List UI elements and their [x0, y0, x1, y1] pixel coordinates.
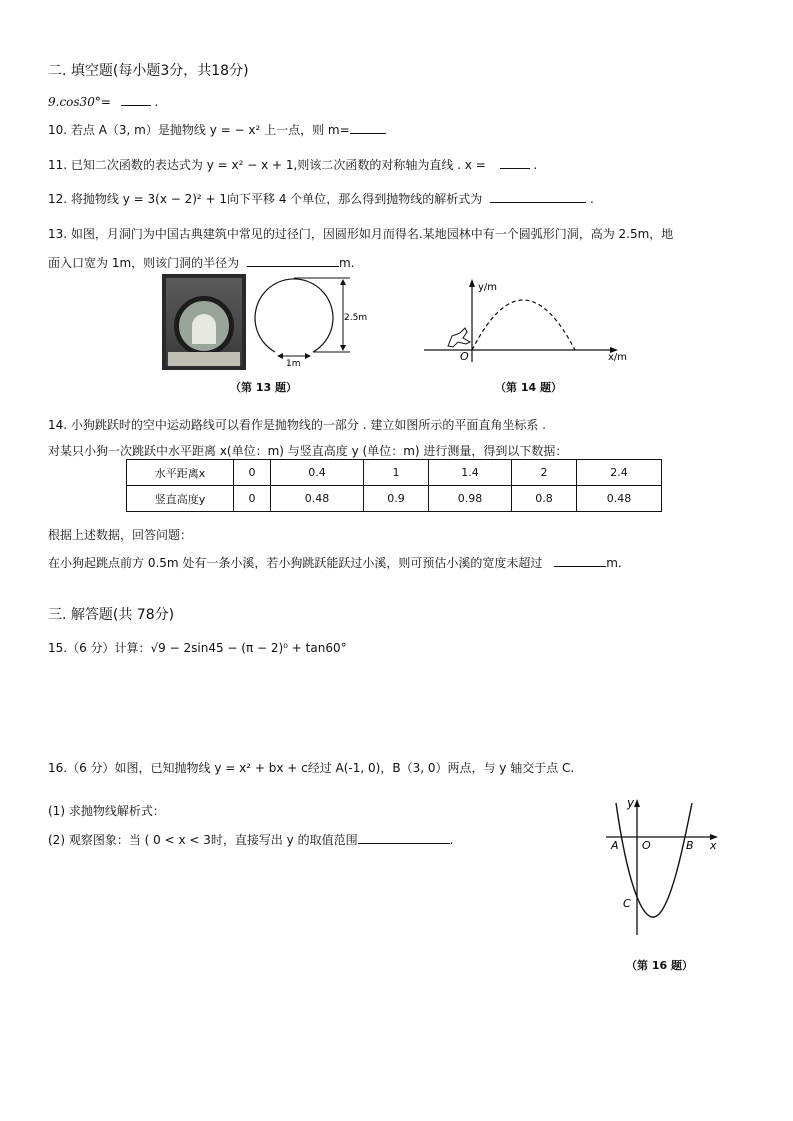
answer-blank [554, 554, 606, 567]
question-13-line2 [48, 254, 354, 271]
answer-blank [247, 254, 339, 267]
table-cell: 0.98 [429, 486, 512, 512]
moon-gate-photo [162, 274, 246, 370]
table-row [127, 460, 662, 486]
question-9-tail: . [154, 95, 159, 109]
question-11-text: 11. 已知二次函数的表达式为 y = x² − x + 1,则该二次函数的对称轴为直线 . x = [48, 158, 486, 172]
table-cell: 0.48 [271, 486, 364, 512]
question-13-text: 面入口宽为 1m，则该门洞的半径为 [48, 256, 240, 270]
section-title-fill-in: 二. 填空题(每小题3分，共18分) [48, 63, 249, 79]
table-cell: 0.8 [512, 486, 577, 512]
question-11-tail: . [533, 158, 538, 172]
question-14-text: 在小狗起跳点前方 0.5m 处有一条小溪，若小狗跳跃能跃过小溪，则可预估小溪的宽度未超过 [48, 556, 543, 570]
section-title-answer: 三. 解答题(共 78分) [48, 607, 175, 623]
question-15: 15.（6 分）计算：√9 − 2sin45 − (π − 2)⁰ + tan60° [48, 641, 347, 655]
question-14-tail: m. [606, 556, 622, 570]
table-row [127, 486, 662, 512]
point-c-label: C [623, 897, 631, 910]
data-table [126, 459, 662, 512]
row-header: 水平距离x [127, 460, 234, 486]
y-axis-label: y [627, 796, 635, 810]
answer-blank [500, 156, 530, 169]
y-axis-arrow-icon [634, 799, 640, 807]
figure-13-caption: （第 13 题） [230, 381, 297, 394]
origin-label: O [642, 839, 651, 852]
table-cell: 2 [512, 460, 577, 486]
question-14-line3: 根据上述数据，回答问题： [48, 528, 193, 542]
question-13-line1: 13. 如图，月洞门为中国古典建筑中常见的过径门，因圆形如月而得名.某地园林中有一个圆弧形门洞，高为 2.5m，地 [48, 227, 674, 241]
question-10-text: 10. 若点 A（3, m）是抛物线 y = − x² 上一点，则 m= [48, 123, 350, 137]
dog-icon [448, 328, 470, 347]
table-cell: 0.4 [271, 460, 364, 486]
origin-label: O [460, 350, 469, 363]
question-10 [48, 121, 386, 138]
question-11 [48, 156, 537, 173]
arrow-up-icon [340, 279, 346, 285]
table-cell: 0.48 [577, 486, 662, 512]
question-12-tail: . [589, 192, 594, 206]
question-16-text: (2) 观察图象：当 ( 0 < x < 3时，直接写出 y 的取值范围 [48, 833, 358, 847]
question-9 [48, 93, 158, 109]
jump-trajectory [472, 300, 575, 350]
y-axis-arrow-icon [469, 279, 475, 287]
figure-16-diagram [600, 795, 730, 937]
table-cell: 1.4 [429, 460, 512, 486]
x-axis-label: x [710, 839, 717, 852]
answer-blank [358, 831, 450, 844]
question-14-line2: 对某只小狗一次跳跃中水平距离 x(单位：m) 与竖直高度 y (单位：m) 进行测量，得到以下数据： [48, 444, 568, 458]
arrow-left-icon [277, 353, 283, 359]
answer-blank [350, 121, 386, 134]
question-14-line4 [48, 554, 622, 571]
table-cell: 0 [234, 460, 271, 486]
table-cell: 0.9 [364, 486, 429, 512]
table-cell: 1 [364, 460, 429, 486]
question-14-line1: 14. 小狗跳跃时的空中运动路线可以看作是抛物线的一部分 . 建立如图所示的平面直角坐标系 . [48, 418, 546, 432]
gate-arc [255, 279, 333, 352]
question-9-text: 9.cos30°= [48, 95, 111, 109]
figure-14-diagram [420, 276, 640, 364]
question-12 [48, 190, 594, 207]
answer-blank [490, 190, 586, 203]
question-12-text: 12. 将抛物线 y = 3(x − 2)² + 1向下平移 4 个单位，那么得到抛物线的解析式为 [48, 192, 483, 206]
point-b-label: B [686, 839, 694, 852]
point-a-label: A [611, 839, 619, 852]
y-axis-label: y/m [478, 282, 498, 293]
figure-16-caption: （第 16 题） [626, 959, 693, 972]
arrow-down-icon [340, 345, 346, 351]
width-label: 1m [286, 359, 301, 368]
answer-blank [121, 93, 151, 106]
figure-13-diagram [250, 272, 370, 368]
question-13-tail: m. [338, 256, 355, 270]
question-16-part1: (1) 求抛物线解析式： [48, 804, 165, 818]
height-label: 2.5m [344, 313, 368, 323]
table-cell: 2.4 [577, 460, 662, 486]
figure-14-caption: （第 14 题） [495, 381, 562, 394]
arrow-right-icon [305, 353, 311, 359]
question-16-tail: . [449, 833, 454, 847]
x-axis-label: x/m [608, 352, 628, 363]
table-cell: 0 [234, 486, 271, 512]
question-16-part2 [48, 831, 453, 848]
row-header: 竖直高度y [127, 486, 234, 512]
question-16-line1: 16.（6 分）如图，已知抛物线 y = x² + bx + c经过 A(-1, 0)，B（3, 0）两点，与 y 轴交于点 C. [48, 761, 575, 775]
